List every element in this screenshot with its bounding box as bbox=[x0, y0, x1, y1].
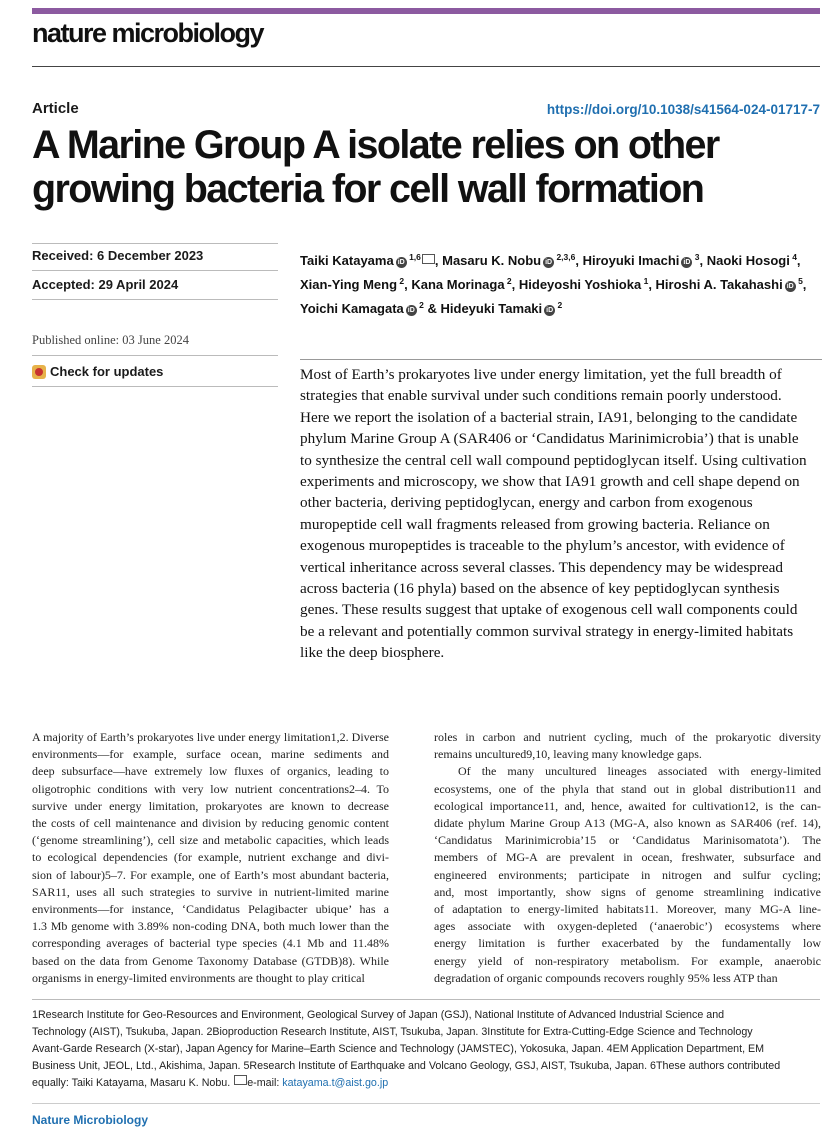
check-for-updates-label: Check for updates bbox=[50, 364, 164, 379]
author-separator: , bbox=[648, 277, 656, 292]
body-text-line: corresponding averages of bacterial type species (4.1 Mb and 11.48% bbox=[32, 936, 389, 951]
orcid-icon[interactable]: iD bbox=[545, 259, 553, 266]
footer-divider bbox=[32, 1103, 820, 1104]
body-text-line: engineered environments; participate in nitrogen and sulfur cycling; bbox=[434, 867, 821, 882]
email-icon[interactable] bbox=[422, 254, 435, 264]
author[interactable] bbox=[300, 277, 404, 292]
orcid-icon[interactable]: iD bbox=[786, 283, 794, 290]
header-divider bbox=[32, 66, 820, 67]
abstract: Most of Earth’s prokaryotes live under energy limitation, yet the full breadth of strategies that enable survival under such conditions remain poorly understood. Here we report the isolation of a bacterial strain, IA91, belonging to the candidate phylum Marine Group A (SAR406 or ‘Candidatus Marinimicrobia’) that is unable to synthesize the central cell wall compound peptidoglycan itself. Using cultivation experiments and microscopy, we show that IA91 growth and cell shape depend on other bacteria, deriving peptidoglycan, energy and carbon from exogenous muropeptide cell wall fragments released from growing bacteria. Reliance on exogenous muropeptides is traceable to the phylum’s ancestor, with evidence of vertical inheritance across several classes. This dependency may be widespread across bacteria (16 phyla) based on the absence of key peptidoglycan synthesis genes. These results suggest that uptake of exogenous cell wall components could be a relevant and potentially common survival strategy in energy-limited habitats like the deep biosphere. bbox=[300, 366, 807, 662]
author-separator: , bbox=[575, 253, 583, 268]
affiliations bbox=[32, 1007, 822, 1092]
affiliation-line bbox=[32, 1007, 822, 1024]
received-date: Received: 6 December 2023 bbox=[32, 248, 204, 263]
crossmark-icon bbox=[32, 365, 46, 379]
title-line: growing bacteria for cell wall formation bbox=[32, 167, 704, 211]
author[interactable] bbox=[583, 253, 700, 268]
affiliation-superscript: 2 bbox=[555, 300, 563, 310]
body-text-line: survive under energy limitation, prokaryotes are known to decrease bbox=[32, 798, 389, 813]
affiliation-text: Avant-Garde Research (X-star), Japan Agency for Marine–Earth Science and Technology (JAMSTEC), Yokosuka, Japan. 4EM Application Department, EM bbox=[32, 1043, 765, 1055]
body-text-line: of adaptation to energy-limited habitats11. Moreover, many MG-A line- bbox=[434, 902, 821, 917]
orcid-icon[interactable]: iD bbox=[683, 259, 691, 266]
sidebar-divider bbox=[32, 270, 278, 271]
author-name: Hiroyuki Imachi bbox=[582, 253, 680, 268]
body-text-line: degradation of organic compounds recovers roughly 95% less ATP than bbox=[434, 970, 778, 985]
email-label: e-mail: bbox=[247, 1077, 283, 1089]
footnote-divider bbox=[32, 999, 820, 1000]
author-name: Yoichi Kamagata bbox=[300, 301, 404, 316]
affiliation-superscript: 2 bbox=[397, 276, 405, 286]
article-title bbox=[32, 123, 822, 211]
orcid-icon[interactable]: iD bbox=[546, 307, 554, 314]
body-text-line: ecosystems, one of the phyla that stand out in global distribution11 and bbox=[434, 781, 821, 796]
affiliation-superscript: 2 bbox=[416, 300, 424, 310]
affiliation-superscript: 1 bbox=[641, 276, 649, 286]
orcid-icon[interactable]: iD bbox=[407, 307, 415, 314]
author[interactable] bbox=[707, 253, 797, 268]
author[interactable] bbox=[411, 277, 511, 292]
body-text-line: ages associate with oxygen-depleted (‘anaerobic’) ecosystems where bbox=[434, 919, 821, 934]
body-text-line: remains uncultured9,10, leaving many knowledge gaps. bbox=[434, 747, 702, 762]
author-separator: , bbox=[796, 253, 801, 268]
author[interactable] bbox=[300, 253, 435, 268]
body-text-line: members of MG-A are prevalent in ocean, freshwater, subsurface and bbox=[434, 850, 821, 865]
body-text-line: to ecological dependencies (for example, nutrient exchange and divi- bbox=[32, 850, 389, 865]
affiliation-text: 1Research Institute for Geo-Resources and Environment, Geological Survey of Japan (GSJ), National Institute of Advanced Industrial Science and bbox=[32, 1009, 725, 1021]
body-text-line: organisms in energy-limited environments are thought to play critical bbox=[32, 970, 365, 985]
sidebar-divider bbox=[32, 355, 278, 356]
body-text-line: (‘genome streamlining’), cell size and metabolic capacities, which leads bbox=[32, 833, 389, 848]
author-list bbox=[300, 247, 825, 319]
body-text-line: environments—for instance, ‘Candidatus Pelagibacter ubique’ has a bbox=[32, 902, 389, 917]
author[interactable] bbox=[442, 253, 575, 268]
body-text-line: energy limitation is further exacerbated by the fundamentally low bbox=[434, 936, 821, 951]
author-separator: , bbox=[802, 277, 807, 292]
author-name: Taiki Katayama bbox=[300, 253, 394, 268]
body-text-line: A majority of Earth’s prokaryotes live under energy limitation1,2. Diverse bbox=[32, 730, 389, 744]
author-separator: , bbox=[511, 277, 519, 292]
body-column-left bbox=[32, 729, 389, 987]
affiliation-superscript: 2,3,6 bbox=[554, 252, 576, 262]
email-link[interactable]: katayama.t@aist.go.jp bbox=[282, 1077, 389, 1089]
body-text-line: oligotrophic conditions with very low nutrient concentrations2–4. To bbox=[32, 781, 389, 796]
affiliation-line bbox=[32, 1058, 822, 1075]
author[interactable] bbox=[441, 301, 563, 316]
abstract-divider bbox=[300, 359, 822, 360]
journal-accent-bar bbox=[32, 8, 820, 14]
sidebar-divider bbox=[32, 386, 278, 387]
body-text-line: and, most importantly, show signs of genome streamlining indicative bbox=[434, 884, 821, 899]
accepted-date: Accepted: 29 April 2024 bbox=[32, 277, 179, 292]
author[interactable] bbox=[519, 277, 648, 292]
author-name: Kana Morinaga bbox=[411, 277, 505, 292]
affiliation-superscript: 5 bbox=[795, 276, 803, 286]
sidebar-divider bbox=[32, 299, 278, 300]
journal-footer: Nature Microbiology bbox=[32, 1113, 149, 1127]
author-name: Naoki Hosogi bbox=[706, 253, 790, 268]
body-text-line: sion of labour)5–7. For example, one of Earth’s most abundant bacteria, bbox=[32, 867, 389, 882]
email-icon bbox=[234, 1075, 247, 1085]
body-text-line: 1.3 Mb genome with 3.89% non-coding DNA, both much lower than the bbox=[32, 919, 389, 934]
author-separator: , bbox=[434, 253, 443, 268]
body-text-line: didate phylum Marine Group A13 (MG-A, also known as SAR406 (ref. 14), bbox=[434, 816, 821, 831]
author-separator: , bbox=[699, 253, 707, 268]
affiliation-text: Business Unit, JEOL, Ltd., Akishima, Japan. 5Research Institute of Earthquake and Volcano Geology, GSJ, AIST, Tsukuba, Japan. 6These authors contributed bbox=[32, 1060, 781, 1072]
body-text-line: energy yield of non-respiratory metabolism. For example, anaerobic bbox=[434, 953, 821, 968]
check-for-updates-button[interactable] bbox=[32, 364, 163, 379]
doi-link[interactable]: https://doi.org/10.1038/s41564-024-01717-7 bbox=[546, 102, 820, 117]
author[interactable] bbox=[656, 277, 803, 292]
title-line: A Marine Group A isolate relies on other bbox=[32, 123, 719, 167]
affiliation-superscript: 1,6 bbox=[406, 252, 421, 262]
body-text-line: the costs of cell maintenance and division by reducing genomic content bbox=[32, 816, 389, 831]
author-name: Masaru K. Nobu bbox=[442, 253, 542, 268]
sidebar-divider bbox=[32, 243, 278, 244]
author-name: Xian-Ying Meng bbox=[300, 277, 398, 292]
affiliation-superscript: 3 bbox=[692, 252, 700, 262]
body-text-line: roles in carbon and nutrient cycling, much of the prokaryotic diversity bbox=[434, 730, 821, 744]
author[interactable] bbox=[300, 301, 424, 316]
author-name: Hiroshi A. Takahashi bbox=[655, 277, 783, 292]
published-date: Published online: 03 June 2024 bbox=[32, 333, 189, 347]
author-separator: , bbox=[404, 277, 412, 292]
author-name: Hideyuki Tamaki bbox=[440, 301, 543, 316]
body-text-line: environments—for example, surface ocean, marine sediments and bbox=[32, 747, 389, 762]
body-column-right bbox=[434, 729, 821, 987]
body-text-line: ecological importance11, and, hence, awaited for cultivation12, is the can- bbox=[434, 798, 821, 813]
body-text-line: SAR11, uses all such strategies to survive in nutrient-limited marine bbox=[32, 884, 389, 899]
body-text-line: based on the data from Genome Taxonomy Database (GTDB)8). While bbox=[32, 953, 389, 968]
affiliation-text: Technology (AIST), Tsukuba, Japan. 2Bioproduction Research Institute, AIST, Tsukuba, Japan. 3Institute for Extra-Cutting-Edge Science and Technology bbox=[32, 1026, 753, 1038]
body-text-line: Of the many uncultured lineages associated with energy-limited bbox=[458, 764, 821, 779]
orcid-icon[interactable]: iD bbox=[397, 259, 405, 266]
article-type: Article bbox=[32, 100, 79, 117]
affiliation-text: equally: Taiki Katayama, Masaru K. Nobu. bbox=[32, 1077, 231, 1089]
affiliation-line bbox=[32, 1024, 822, 1041]
body-text-line: ‘Candidatus Marinimicrobia’15 or ‘Candidatus Marinisomatota’). The bbox=[434, 833, 821, 848]
journal-name: nature microbiology bbox=[32, 18, 264, 48]
body-text-line: deep subsurface—have extremely low fluxes of organics, leading to bbox=[32, 764, 389, 779]
affiliation-line bbox=[32, 1041, 822, 1058]
affiliation-line bbox=[32, 1075, 822, 1092]
author-name: Hideyoshi Yoshioka bbox=[518, 277, 642, 292]
affiliation-superscript: 4 bbox=[789, 252, 797, 262]
affiliation-superscript: 2 bbox=[504, 276, 512, 286]
author-separator: & bbox=[423, 301, 441, 316]
